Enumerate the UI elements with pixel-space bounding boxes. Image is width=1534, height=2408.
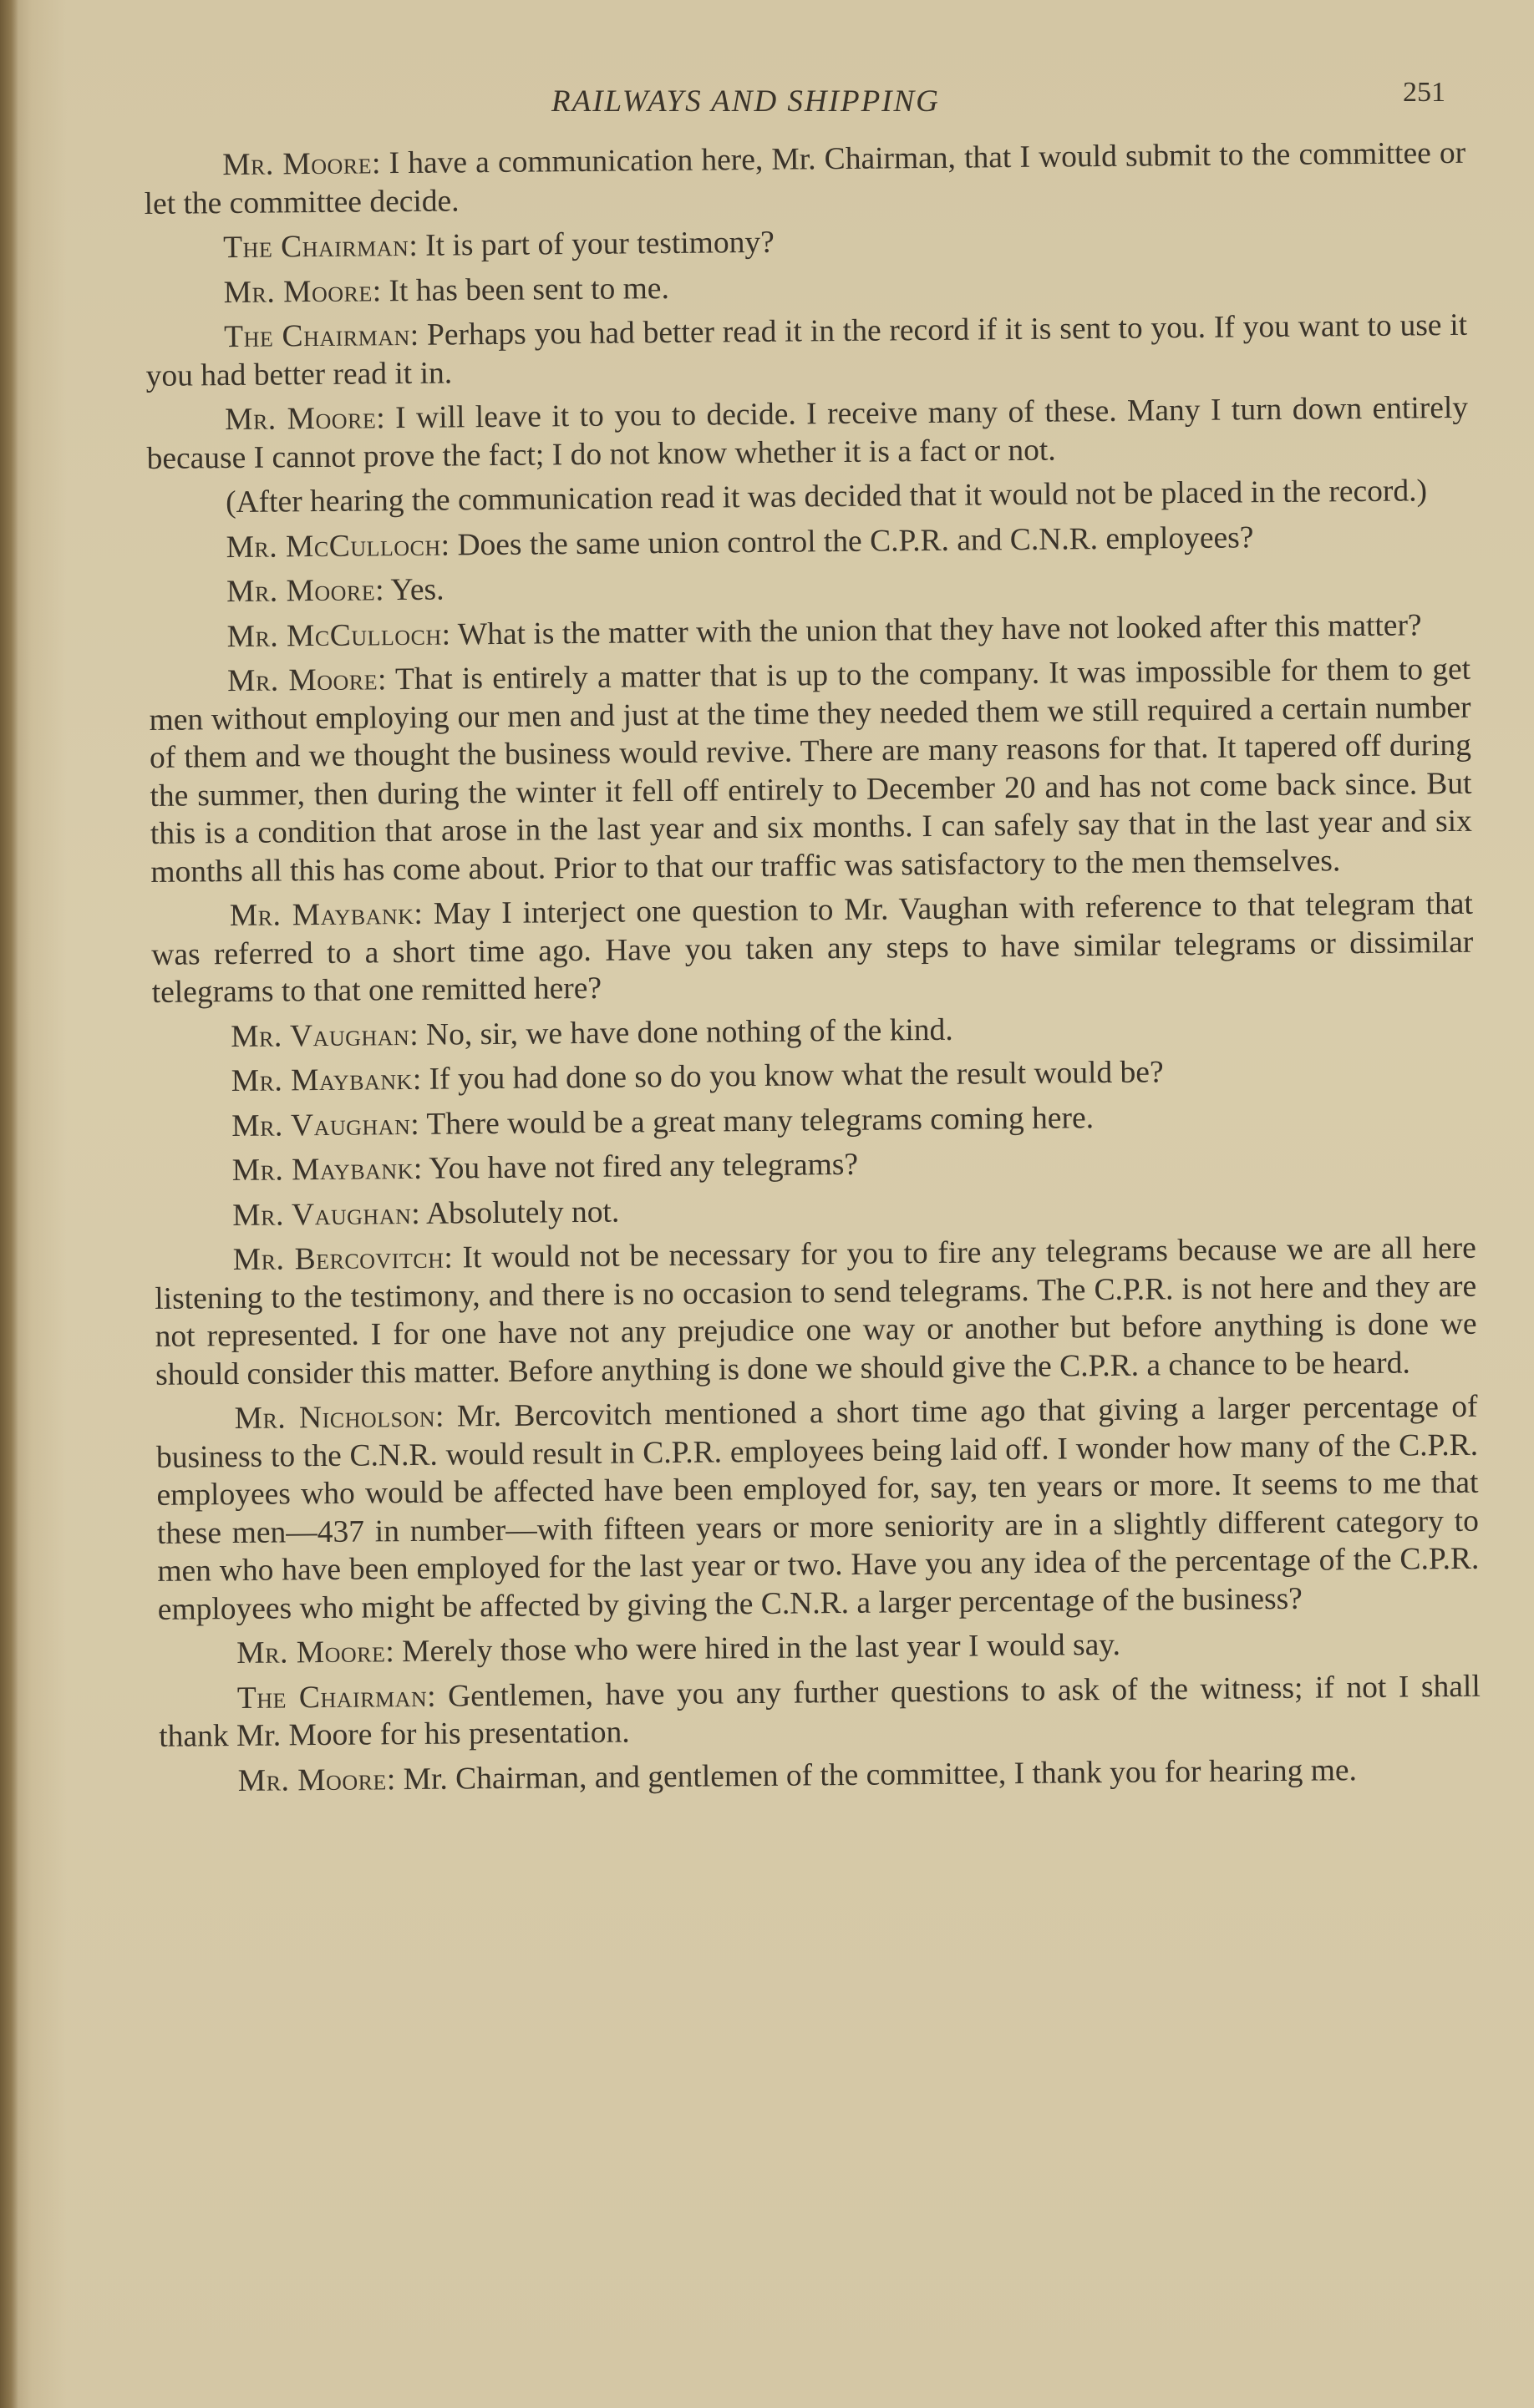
speaker-name: Mr. Moore bbox=[224, 401, 377, 438]
page-header bbox=[142, 77, 1445, 127]
procedural-note bbox=[147, 472, 1469, 523]
speaker-name: Mr. Vaughan bbox=[231, 1107, 411, 1143]
speaker-name: The Chairman bbox=[222, 228, 409, 266]
paragraph-text: Yes. bbox=[390, 572, 444, 608]
paragraph-text: It would not be necessary for you to fire any telegrams because we are all here listening to the testimony, and there is no occasion to send telegrams. The C.P.R. is not here and they are not represented. I for one have not any prejudice one way or another but before anything is done we should consider this matter. Before anything is done we should give the C.P.R. a chance to be heard. bbox=[155, 1230, 1477, 1392]
paragraph-text: It has been sent to me. bbox=[389, 271, 670, 308]
speaker-name: Mr. Moore bbox=[237, 1762, 388, 1798]
paragraph-text: Mr. Chairman, and gentlemen of the committee, I thank you for hearing me. bbox=[403, 1752, 1358, 1797]
paragraph-text: Does the same union control the C.P.R. and C.N.R. employees? bbox=[457, 520, 1254, 562]
transcript-paragraph: Mr. Vaughan: Absolutely not. bbox=[232, 1194, 620, 1233]
transcript-paragraph: Mr. Vaughan: No, sir, we have done nothing of the kind. bbox=[231, 1012, 953, 1054]
transcript-paragraph: Mr. Nicholson: Mr. Bercovitch mentioned a short time ago that giving a larger percentage of business to the C.N.R. would result in C.P.R. employees being laid off. I wonder how many of the C.P.R. employees who would be affected have been employed for, say, ten years or more. It seems to me that these men—437 in number—with fifteen years or more seniority are in a slightly different category to men who have been employed for the last year or two. Have you any idea of the percentage of the C.P.R. employees who might be affected by giving the C.N.R. a larger percentage of the business? bbox=[155, 1389, 1480, 1627]
paragraph-text: (After hearing the communication read it was decided that it would not be placed in the record.) bbox=[225, 474, 1428, 520]
speaker-name: The Chairman bbox=[223, 317, 411, 355]
transcript-paragraph: Mr. Moore: Yes. bbox=[226, 572, 444, 610]
transcript-paragraph: Mr. Moore: That is entirely a matter that is up to the company. It was impossible for them to get men without employing our men and just at the time they needed them we still required a certain number of them and we thought the business would revive. There are many reasons for that. It tapered off during the summer, then during the winter it fell off entirely to December 20 and has not come back since. But this is a condition that arose in the last year and six months. I can safely say that in the last year and six months all this has come about. Prior to that our traffic was satisfactory to the men themselves. bbox=[149, 651, 1473, 890]
paragraph-text: I have a communication here, Mr. Chairman, that I would submit to the committee or let the committee decide. bbox=[144, 135, 1466, 221]
paragraph-text: What is the matter with the union that they have not looked after this matter? bbox=[457, 607, 1422, 651]
transcript-body bbox=[144, 134, 1481, 1807]
paragraph-text: Merely those who were hired in the last year I would say. bbox=[401, 1627, 1121, 1670]
paragraph-text: Absolutely not. bbox=[425, 1194, 620, 1231]
paragraph-text: Gentlemen, have you any further questions to ask of the witness; if not I shall thank Mr. Moore for his presentation. bbox=[159, 1669, 1481, 1754]
speaker-name: Mr. Vaughan bbox=[232, 1196, 412, 1233]
transcript-paragraph: Mr. Maybank: May I interject one question to Mr. Vaughan with reference to that telegram that was referred to a short time ago. Have you taken any steps to have similar telegrams or dissimilar telegrams to that one remitted here? bbox=[151, 886, 1474, 1010]
paragraph-text: I will leave it to you to decide. I receive many of these. Many I turn down entirely because I cannot prove the fact; I do not know whether it is a fact or not. bbox=[146, 390, 1469, 476]
paragraph-text: There would be a great many telegrams coming here. bbox=[426, 1100, 1095, 1142]
transcript-paragraph: Mr. McCulloch: What is the matter with the union that they have not looked after this matter? bbox=[226, 607, 1422, 654]
transcript-paragraph: Mr. Maybank: If you had done so do you know what the result would be? bbox=[231, 1055, 1164, 1099]
paragraph-text: You have not fired any telegrams? bbox=[429, 1147, 859, 1186]
speaker-name: Mr. Bercovitch bbox=[232, 1240, 444, 1278]
paragraph-text: May I interject one question to Mr. Vaughan with reference to that telegram that was referred to a short time ago. Have you taken any steps to have similar telegrams or dissimilar telegrams to that one remitted here? bbox=[151, 886, 1474, 1010]
paragraph-text: No, sir, we have done nothing of the kind. bbox=[425, 1012, 953, 1052]
speaker-name: Mr. Moore bbox=[222, 146, 373, 183]
speaker-name: Mr. Maybank bbox=[229, 896, 414, 934]
speaker-name: Mr. Moore bbox=[236, 1635, 386, 1671]
transcript-paragraph: Mr. Moore: Mr. Chairman, and gentlemen of the committee, I thank you for hearing me. bbox=[237, 1752, 1358, 1798]
paragraph-text: If you had done so do you know what the result would be? bbox=[429, 1055, 1164, 1097]
transcript-paragraph: The Chairman: Gentlemen, have you any further questions to ask of the witness; if not I shall thank Mr. Moore for his presentation. bbox=[159, 1669, 1481, 1754]
paragraph-text: It is part of your testimony? bbox=[424, 225, 775, 263]
speaker-name: Mr. McCulloch bbox=[226, 617, 442, 654]
transcript-paragraph: Mr. Maybank: You have not fired any telegrams? bbox=[231, 1147, 859, 1189]
transcript-paragraph: The Chairman: Perhaps you had better read it in the record if it is sent to you. If you want to use it you had better read it in. bbox=[145, 307, 1468, 393]
speaker-name: Mr. Moore bbox=[226, 573, 376, 610]
speaker-name: Mr. Maybank bbox=[231, 1151, 414, 1189]
transcript-paragraph: The Chairman: It is part of your testimony? bbox=[222, 225, 775, 266]
speaker-name: Mr. McCulloch bbox=[226, 528, 441, 565]
transcript-paragraph: Mr. Bercovitch: It would not be necessary for you to fire any telegrams because we are all here listening to the testimony, and there is no occasion to send telegrams. The C.P.R. is not here and they are not represented. I for one have not any prejudice one way or another but before anything is done we should consider this matter. Before anything is done we should give the C.P.R. a chance to be heard. bbox=[155, 1230, 1477, 1392]
paragraph-text: Perhaps you had better read it in the record if it is sent to you. If you want to use it you had better read it in. bbox=[145, 307, 1468, 393]
speaker-name: Mr. Maybank bbox=[231, 1062, 414, 1099]
transcript-paragraph: Mr. Vaughan: There would be a great many telegrams coming here. bbox=[231, 1100, 1095, 1143]
speaker-name: Mr. Nicholson bbox=[234, 1399, 436, 1437]
speaker-name: Mr. Vaughan bbox=[231, 1017, 410, 1054]
book-spine-shadow bbox=[0, 0, 18, 2408]
running-title: RAILWAYS AND SHIPPING bbox=[551, 84, 940, 119]
transcript-paragraph: Mr. Moore: Merely those who were hired in the last year I would say. bbox=[236, 1627, 1121, 1671]
speaker-name: Mr. Moore bbox=[223, 273, 373, 310]
speaker-name: The Chairman bbox=[236, 1679, 428, 1716]
speaker-name: Mr. Moore bbox=[226, 662, 378, 699]
paragraph-text: That is entirely a matter that is up to the company. It was impossible for them to get men without employing our men and just at the time they needed them we still required a certain number of them and we thought the business would revive. There are many reasons for that. It tapered off during the summer, then during the winter it fell off entirely to December 20 and has not come back since. But this is a condition that arose in the last year and six months. I can safely say that in the last year and six months all this has come about. Prior to that our traffic was satisfactory to the men themselves. bbox=[149, 651, 1473, 890]
transcript-paragraph: Mr. Moore: I will leave it to you to decide. I receive many of these. Many I turn down entirely because I cannot prove the fact; I do not know whether it is a fact or not. bbox=[146, 390, 1469, 476]
transcript-paragraph: Mr. Moore: It has been sent to me. bbox=[223, 271, 670, 310]
transcript-paragraph: Mr. Moore: I have a communication here, Mr. Chairman, that I would submit to the committee or let the committee decide. bbox=[144, 135, 1466, 221]
transcript-paragraph: Mr. McCulloch: Does the same union control the C.P.R. and C.N.R. employees? bbox=[226, 520, 1254, 565]
page-number: 251 bbox=[1403, 77, 1445, 108]
paragraph-text: Mr. Bercovitch mentioned a short time ago that giving a larger percentage of business to the C.N.R. would result in C.P.R. employees being laid off. I wonder how many of the C.P.R. employees who would be affected have been employed for, say, ten years or more. It seems to me that these men—437 in number—with fifteen years or more seniority are in a slightly different category to men who have been employed for the last year or two. Have you any idea of the percentage of the C.P.R. employees who might be affected by giving the C.N.R. a larger percentage of the business? bbox=[155, 1389, 1480, 1627]
